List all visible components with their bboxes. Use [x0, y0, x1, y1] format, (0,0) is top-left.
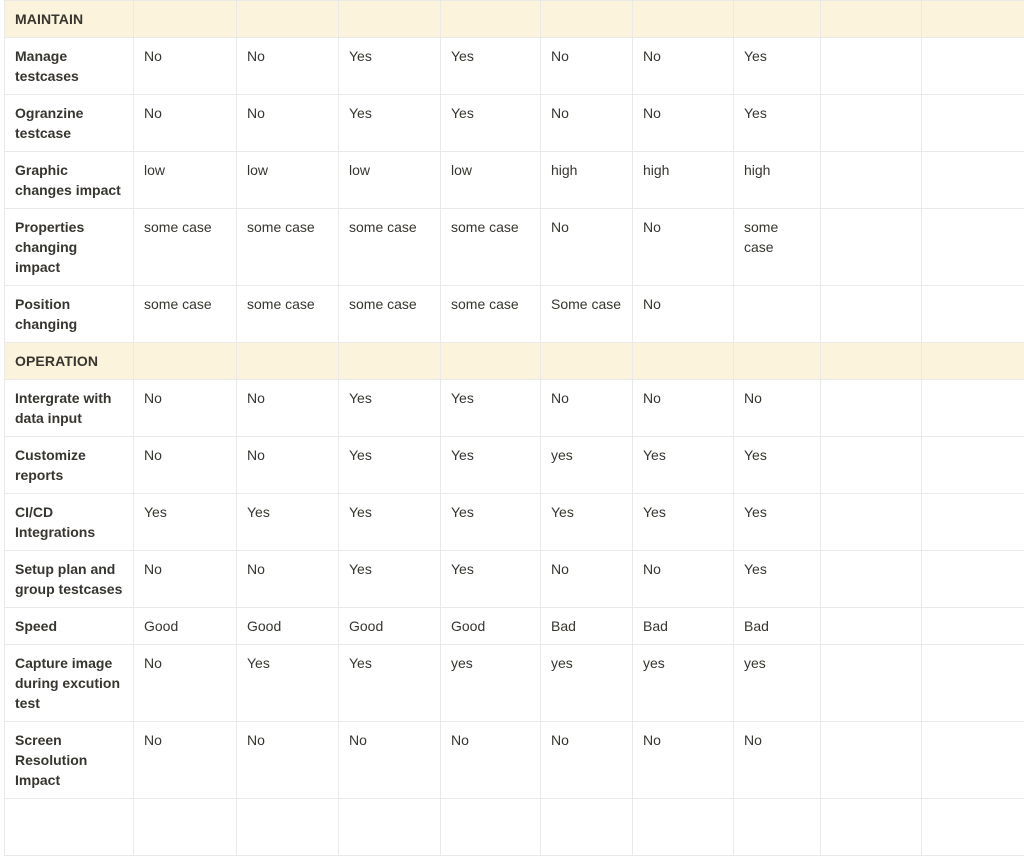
table-cell [922, 209, 1024, 286]
table-cell: Bad [734, 608, 821, 645]
table-cell: No [134, 437, 237, 494]
table-cell [821, 152, 922, 209]
table-row [5, 608, 1024, 645]
table-cell: Yes [734, 494, 821, 551]
table-cell: some case [134, 209, 237, 286]
table-cell: No [134, 95, 237, 152]
table-cell [922, 380, 1024, 437]
table-cell [821, 209, 922, 286]
table-cell: some case [339, 286, 441, 343]
table-cell [734, 1, 821, 38]
table-row [5, 38, 1024, 95]
row-label: Speed [5, 608, 134, 645]
table-cell: some case [441, 286, 541, 343]
table-cell [922, 343, 1024, 380]
table-cell: No [237, 38, 339, 95]
table-cell [734, 286, 821, 343]
table-cell: No [633, 722, 734, 799]
table-cell [922, 645, 1024, 722]
section-row [5, 1, 1024, 38]
table-cell [541, 343, 633, 380]
table-cell [541, 799, 633, 856]
table-cell: low [237, 152, 339, 209]
table-cell [541, 1, 633, 38]
table-row [5, 152, 1024, 209]
table-cell: No [541, 380, 633, 437]
row-label: Capture image during excution test [5, 645, 134, 722]
table-cell: No [237, 722, 339, 799]
table-cell [821, 722, 922, 799]
table-cell: Yes [541, 494, 633, 551]
table-cell: No [134, 38, 237, 95]
table-cell [339, 799, 441, 856]
table-cell [922, 799, 1024, 856]
table-cell: Yes [734, 38, 821, 95]
table-cell: Yes [134, 494, 237, 551]
table-cell [821, 551, 922, 608]
table-cell [821, 608, 922, 645]
table-cell: No [339, 722, 441, 799]
table-cell [922, 38, 1024, 95]
table-cell: Yes [339, 95, 441, 152]
table-cell: low [441, 152, 541, 209]
table-cell: No [633, 551, 734, 608]
table-cell [821, 343, 922, 380]
row-label: Intergrate with data input [5, 380, 134, 437]
table-body [5, 1, 1024, 856]
table-cell: Yes [441, 551, 541, 608]
table-cell: Yes [441, 494, 541, 551]
table-cell: Yes [237, 645, 339, 722]
table-cell: Yes [237, 494, 339, 551]
table-cell [734, 343, 821, 380]
table-cell [922, 95, 1024, 152]
table-cell [441, 1, 541, 38]
table-cell: No [134, 645, 237, 722]
table-cell [922, 722, 1024, 799]
table-cell: some case [339, 209, 441, 286]
table-cell: some case [441, 209, 541, 286]
table-cell: Bad [633, 608, 734, 645]
table-cell: No [633, 95, 734, 152]
table-cell: No [541, 209, 633, 286]
table-cell: No [541, 722, 633, 799]
table-cell [134, 799, 237, 856]
row-label [5, 799, 134, 856]
table-cell: Yes [734, 551, 821, 608]
table-cell: Yes [339, 38, 441, 95]
table-cell: high [633, 152, 734, 209]
table-cell: Yes [734, 95, 821, 152]
table-row [5, 551, 1024, 608]
table-cell [922, 437, 1024, 494]
section-title: OPERATION [5, 343, 134, 380]
table-cell: Some case [541, 286, 633, 343]
table-cell [633, 343, 734, 380]
table-cell: some case [237, 209, 339, 286]
table-cell [237, 1, 339, 38]
table-cell [922, 494, 1024, 551]
row-label: Properties changing impact [5, 209, 134, 286]
table-cell [633, 1, 734, 38]
table-cell: Yes [339, 437, 441, 494]
table-cell [821, 799, 922, 856]
table-cell: Good [339, 608, 441, 645]
row-label: Customize reports [5, 437, 134, 494]
table-row [5, 494, 1024, 551]
row-label: Screen Resolution Impact [5, 722, 134, 799]
table-cell: No [633, 209, 734, 286]
table-cell: yes [541, 437, 633, 494]
row-label: CI/CD Integrations [5, 494, 134, 551]
table-cell: Yes [441, 95, 541, 152]
table-cell: Good [237, 608, 339, 645]
table-cell [922, 551, 1024, 608]
table-cell: some case [134, 286, 237, 343]
section-title: MAINTAIN [5, 1, 134, 38]
table-cell [339, 343, 441, 380]
table-row [5, 722, 1024, 799]
table-cell [237, 343, 339, 380]
table-cell [633, 799, 734, 856]
row-label: Setup plan and group testcases [5, 551, 134, 608]
table-cell [339, 1, 441, 38]
table-row [5, 286, 1024, 343]
table-cell: yes [734, 645, 821, 722]
comparison-table [4, 0, 1024, 856]
table-cell: Yes [633, 494, 734, 551]
table-cell [922, 1, 1024, 38]
table-cell: No [541, 38, 633, 95]
table-cell [821, 380, 922, 437]
row-label: Position changing [5, 286, 134, 343]
table-cell: Yes [633, 437, 734, 494]
table-row [5, 209, 1024, 286]
table-cell: Good [441, 608, 541, 645]
table-cell: yes [541, 645, 633, 722]
table-cell: Yes [339, 494, 441, 551]
table-cell [821, 645, 922, 722]
table-cell: No [134, 722, 237, 799]
partial-table-row [5, 799, 1024, 856]
table-cell: No [134, 551, 237, 608]
table-cell: No [541, 95, 633, 152]
table-row [5, 645, 1024, 722]
section-row [5, 343, 1024, 380]
table-cell: No [237, 551, 339, 608]
table-cell: some case [237, 286, 339, 343]
table-cell: low [339, 152, 441, 209]
table-cell: No [237, 437, 339, 494]
table-cell: No [134, 380, 237, 437]
table-row [5, 95, 1024, 152]
table-cell [821, 1, 922, 38]
table-cell [821, 95, 922, 152]
table-cell [734, 799, 821, 856]
table-row [5, 380, 1024, 437]
table-cell [922, 286, 1024, 343]
table-cell: Yes [734, 437, 821, 494]
table-cell: No [237, 95, 339, 152]
table-cell [441, 343, 541, 380]
table-cell: Yes [339, 380, 441, 437]
table-cell: high [734, 152, 821, 209]
table-cell: yes [441, 645, 541, 722]
table-cell: No [734, 722, 821, 799]
table-cell: high [541, 152, 633, 209]
table-cell: No [633, 380, 734, 437]
table-cell [821, 437, 922, 494]
table-cell [821, 494, 922, 551]
table-cell: Yes [339, 551, 441, 608]
row-label: Ogranzine testcase [5, 95, 134, 152]
row-label: Manage testcases [5, 38, 134, 95]
table-cell: No [237, 380, 339, 437]
table-cell [237, 799, 339, 856]
table-cell: Bad [541, 608, 633, 645]
table-cell [821, 38, 922, 95]
table-cell: No [633, 286, 734, 343]
table-cell: No [441, 722, 541, 799]
table-cell [134, 343, 237, 380]
table-cell: No [541, 551, 633, 608]
table-cell: Yes [441, 380, 541, 437]
table-cell [821, 286, 922, 343]
row-label: Graphic changes impact [5, 152, 134, 209]
table-cell: No [734, 380, 821, 437]
table-cell: No [633, 38, 734, 95]
table-cell: Yes [441, 437, 541, 494]
table-row [5, 437, 1024, 494]
table-cell [441, 799, 541, 856]
table-cell: Yes [441, 38, 541, 95]
table-cell [134, 1, 237, 38]
table-cell: low [134, 152, 237, 209]
table-cell: some case [734, 209, 821, 286]
table-cell: yes [633, 645, 734, 722]
table-cell [922, 608, 1024, 645]
table-cell: Good [134, 608, 237, 645]
table-cell: Yes [339, 645, 441, 722]
table-cell [922, 152, 1024, 209]
